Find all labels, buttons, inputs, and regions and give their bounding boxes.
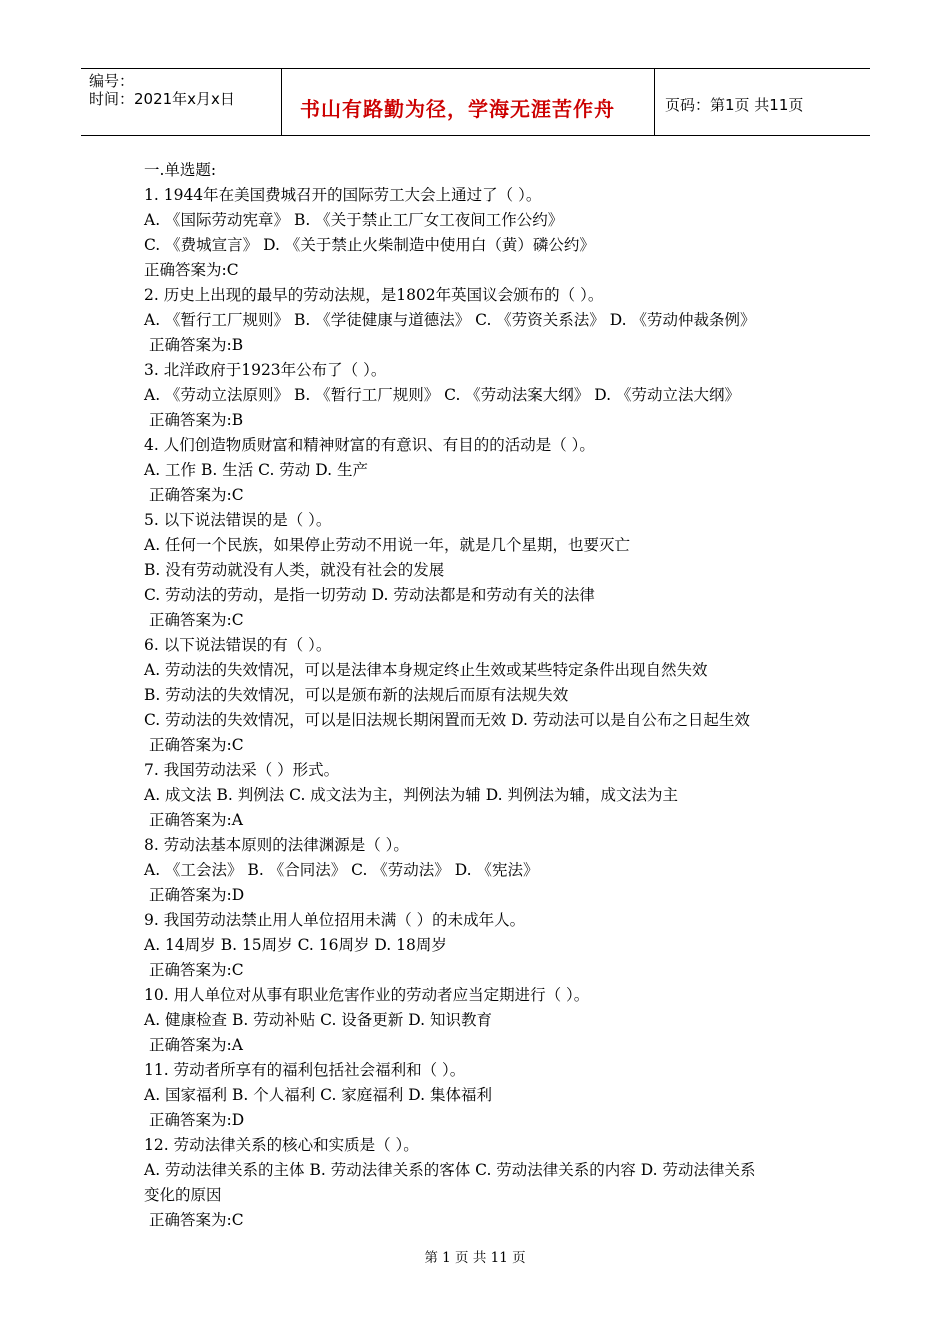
answer-line: 正确答案为:C [149, 961, 244, 979]
answer-line: 正确答案为:B [149, 411, 244, 429]
options-line: C. 《费城宣言》 D. 《关于禁止火柴制造中使用白（黄）磷公约》 [144, 236, 595, 254]
header-page-info: 页码：第1页 共11页 [665, 96, 804, 114]
options-line: A. 14周岁 B. 15周岁 C. 16周岁 D. 18周岁 [144, 936, 447, 954]
question-text: 7. 我国劳动法采（ ）形式。 [144, 761, 340, 779]
answer-line: 正确答案为:C [149, 1211, 244, 1229]
answer-line: 正确答案为:A [149, 811, 243, 829]
options-line: A. 《劳动立法原则》 B. 《暂行工厂规则》 C. 《劳动法案大纲》 D. 《劳动立法大纲》 [144, 386, 740, 404]
options-line: A. 任何一个民族，如果停止劳动不用说一年，就是几个星期，也要灭亡 [144, 536, 631, 554]
answer-line: 正确答案为:C [144, 261, 239, 279]
answer-line: 正确答案为:C [149, 486, 244, 504]
question-text: 12. 劳动法律关系的核心和实质是（ ）。 [144, 1136, 419, 1154]
question-text: 8. 劳动法基本原则的法律渊源是（ ）。 [144, 836, 409, 854]
question-text: 2. 历史上出现的最早的劳动法规，是1802年英国议会颁布的（ ）。 [144, 286, 604, 304]
options-line: C. 劳动法的劳动，是指一切劳动 D. 劳动法都是和劳动有关的法律 [144, 586, 595, 604]
header-meta-cell [81, 69, 282, 135]
question-text: 5. 以下说法错误的是（ ）。 [144, 511, 332, 529]
question-text: 11. 劳动者所享有的福利包括社会福利和（ ）。 [144, 1061, 466, 1079]
answer-line: 正确答案为:D [149, 886, 245, 904]
options-line: B. 没有劳动就没有人类，就没有社会的发展 [144, 561, 445, 579]
answer-line: 正确答案为:D [149, 1111, 245, 1129]
question-text: 10. 用人单位对从事有职业危害作业的劳动者应当定期进行（ ）。 [144, 986, 590, 1004]
question-text: 1. 1944年在美国费城召开的国际劳工大会上通过了（ ）。 [144, 186, 542, 204]
question-text: 6. 以下说法错误的有（ ）。 [144, 636, 332, 654]
section-title: 一.单选题: [144, 161, 217, 179]
question-text: 9. 我国劳动法禁止用人单位招用未满（ ）的未成年人。 [144, 911, 526, 929]
document-time-label: 时间：2021年x月x日 [89, 90, 235, 108]
options-line: A. 国家福利 B. 个人福利 C. 家庭福利 D. 集体福利 [144, 1086, 492, 1104]
header-page-cell [655, 69, 870, 135]
document-number-label: 编号： [89, 72, 135, 90]
question-list [144, 158, 824, 1233]
options-line: A. 《暂行工厂规则》 B. 《学徒健康与道德法》 C. 《劳资关系法》 D. 《劳动仲裁条例》 [144, 311, 756, 329]
options-line: A. 健康检查 B. 劳动补贴 C. 设备更新 D. 知识教育 [144, 1011, 492, 1029]
page-header [81, 68, 870, 136]
options-line: A. 劳动法律关系的主体 B. 劳动法律关系的客体 C. 劳动法律关系的内容 D. 劳动法律关系 [144, 1161, 756, 1179]
answer-line: 正确答案为:A [149, 1036, 243, 1054]
options-line: B. 劳动法的失效情况，可以是颁布新的法规后而原有法规失效 [144, 686, 569, 704]
options-line: C. 劳动法的失效情况，可以是旧法规长期闲置而无效 D. 劳动法可以是自公布之日起生效 [144, 711, 750, 729]
options-line: A. 《工会法》 B. 《合同法》 C. 《劳动法》 D. 《宪法》 [144, 861, 539, 879]
header-motto: 书山有路勤为径，学海无涯苦作舟 [300, 97, 615, 121]
page-footer: 第 1 页 共 11 页 [424, 1250, 526, 1266]
options-line: A. 工作 B. 生活 C. 劳动 D. 生产 [144, 461, 368, 479]
options-line: A. 《国际劳动宪章》 B. 《关于禁止工厂女工夜间工作公约》 [144, 211, 564, 229]
answer-line: 正确答案为:C [149, 611, 244, 629]
answer-line: 正确答案为:C [149, 736, 244, 754]
header-motto-cell [282, 69, 655, 135]
options-line: A. 劳动法的失效情况，可以是法律本身规定终止生效或某些特定条件出现自然失效 [144, 661, 708, 679]
options-line: A. 成文法 B. 判例法 C. 成文法为主，判例法为辅 D. 判例法为辅，成文法为主 [144, 786, 678, 804]
question-text: 3. 北洋政府于1923年公布了（ ）。 [144, 361, 387, 379]
question-text: 4. 人们创造物质财富和精神财富的有意识、有目的的活动是（ ）。 [144, 436, 595, 454]
options-line: 变化的原因 [144, 1186, 222, 1204]
answer-line: 正确答案为:B [149, 336, 244, 354]
